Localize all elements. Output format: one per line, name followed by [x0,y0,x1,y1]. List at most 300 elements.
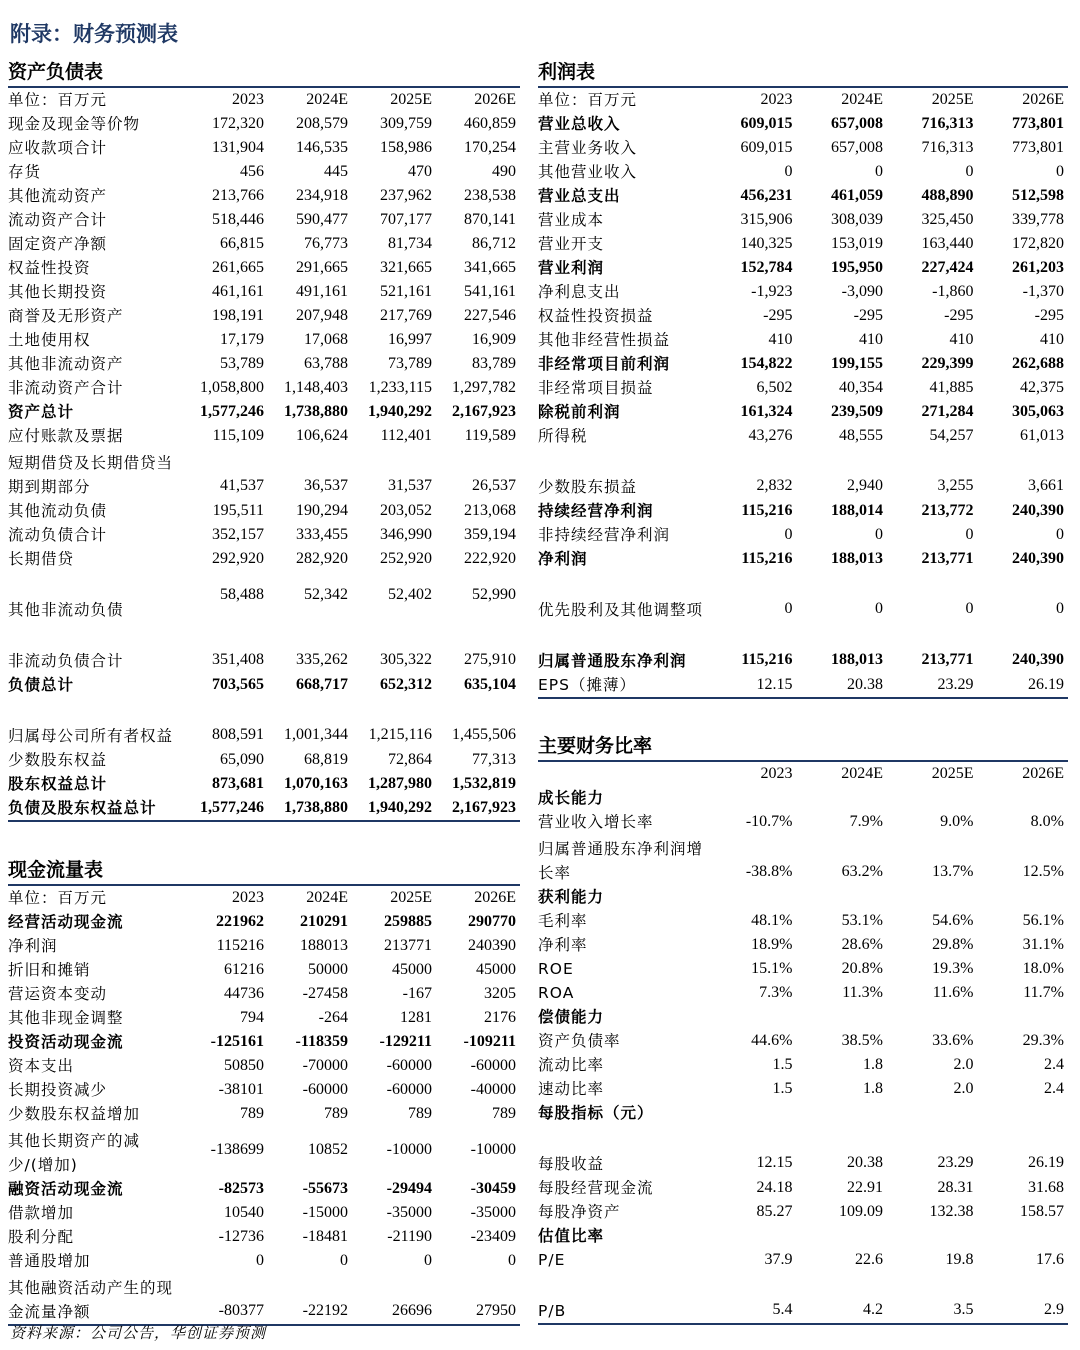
balance-cell: 491,161 [296,283,348,300]
income-cell: 20.38 [797,673,888,698]
cash-row-label: 资本支出 [8,1057,75,1075]
income-statement-table [538,88,1068,699]
balance-cell: 341,665 [464,259,516,276]
income-cell: 42,375 [1020,379,1064,396]
income-cell: 2,832 [756,477,793,494]
income-cell: 188,014 [831,502,883,519]
income-year-header: 2026E [1022,91,1064,108]
ratio-cell: 11.6% [932,984,974,1001]
ratio-row-label: 流动比率 [538,1056,605,1074]
income-cell: 227,424 [921,259,974,276]
ratio-cell: 18.0% [1022,960,1064,977]
cash-cell: 794 [240,1009,264,1026]
cash-cell: 221962 [216,913,264,930]
ratio-cell [797,1101,888,1125]
ratios-table [538,762,1068,1325]
ratio-cell: 1.8 [863,1056,883,1073]
cash-row-label: 净利润 [8,937,58,955]
ratio-row-label: 每股经营现金流 [538,1179,654,1197]
balance-cell: 86,712 [472,235,516,252]
income-row [538,571,1068,622]
income-cell: 188,013 [831,651,883,668]
balance-row [8,160,520,184]
balance-row [8,280,520,304]
cash-cell: 3205 [484,985,516,1002]
ratio-cell: 13.7% [932,863,974,880]
balance-row [8,232,520,256]
balance-row-label: 现金及现金等价物 [8,115,141,133]
balance-row [8,352,520,376]
balance-row-label: 权益性投资 [8,259,91,277]
balance-row-label: 少数股东权益 [8,751,108,769]
ratio-cell: 7.3% [759,984,793,1001]
income-row-label: 持续经营净利润 [538,502,654,520]
balance-cell: 1,001,344 [284,726,348,743]
ratio-cell [797,1005,888,1029]
income-row [538,352,1068,376]
balance-cell: 238,538 [464,187,516,204]
income-cell: 153,019 [831,235,883,252]
income-cell: 0 [965,600,974,617]
balance-row-label: 其他长期投资 [8,283,108,301]
income-cell: 315,906 [740,211,793,228]
income-row-label: 净利息支出 [538,283,621,301]
ratio-cell: 26.19 [1028,1154,1064,1171]
income-cell: -295 [763,307,793,324]
balance-cell: 217,769 [380,307,432,324]
balance-row [8,448,520,499]
cash-row-label: 营运资本变动 [8,985,108,1003]
income-unit-label: 单位：百万元 [538,91,638,109]
balance-cell: 1,297,782 [452,379,516,396]
income-row-label: 净利润 [538,550,588,568]
cash-cell: 789 [240,1105,264,1122]
ratio-cell: 48.1% [751,912,793,929]
cash-cell: -70000 [302,1057,348,1074]
income-cell: 410 [859,331,883,348]
cash-row [8,1249,520,1273]
income-cell: 172,820 [1012,235,1064,252]
cash-row [8,958,520,982]
income-cell: 0 [1056,600,1064,617]
cash-flow-table [8,886,520,1326]
income-cell: 154,822 [740,355,793,372]
ratio-cell: 20.8% [841,960,883,977]
cash-row-label: 借款增加 [8,1204,75,1222]
cash-row [8,1177,520,1201]
income-cell: 229,399 [921,355,974,372]
balance-row [8,304,520,328]
balance-cell: 73,789 [388,355,432,372]
income-cell: 115,216 [741,502,793,519]
ratio-row [538,1077,1068,1101]
ratio-cell: 31.1% [1022,936,1064,953]
income-cell: 609,015 [740,139,793,156]
income-cell: 213,771 [921,651,974,668]
income-row-label: 所得税 [538,427,588,445]
income-cell: 261,203 [1012,259,1064,276]
ratio-unit-label [538,762,706,786]
income-cell: 410 [768,331,793,348]
balance-row [8,547,520,571]
cash-cell: -60000 [386,1081,432,1098]
balance-row [8,328,520,352]
balance-cell: 31,537 [388,477,432,494]
ratio-cell: 56.1% [1022,912,1064,929]
income-row [538,136,1068,160]
balance-cell: 309,759 [380,115,432,132]
cash-row-label: 融资活动现金流 [8,1180,124,1198]
ratio-cell: 109.09 [839,1203,883,1220]
income-row [538,304,1068,328]
cash-cell: -21190 [387,1228,432,1245]
balance-cell: 321,665 [380,259,432,276]
balance-cell: 36,537 [304,477,348,494]
income-cell: 339,778 [1012,211,1064,228]
ratio-cell [797,786,888,810]
balance-cell: 203,052 [380,502,432,519]
ratio-cell: 15.1% [751,960,793,977]
balance-cell: 146,535 [296,139,348,156]
cash-cell: 0 [508,1252,516,1269]
income-row [538,160,1068,184]
ratio-header-row [538,762,1068,786]
balance-header-row [8,88,520,112]
ratio-cell: 132.38 [929,1203,974,1220]
income-cell: 410 [1040,331,1064,348]
income-cell: 609,015 [740,115,793,132]
ratio-row-label: 毛利率 [538,912,588,930]
cash-row [8,934,520,958]
balance-row-label: 非流动负债合计 [8,652,124,670]
ratio-row [538,981,1068,1005]
cash-cell: 213771 [384,937,432,954]
balance-cell: 234,918 [296,187,348,204]
ratio-cell: 33.6% [932,1032,974,1049]
balance-cell: 333,455 [296,526,348,543]
income-cell: 2,940 [847,477,883,494]
cash-header-row [8,886,520,910]
cash-row [8,1225,520,1249]
income-cell: 488,890 [921,187,974,204]
balance-cell: 460,859 [464,115,516,132]
income-cell: 456,231 [740,187,793,204]
balance-cell: 68,819 [304,751,348,768]
balance-cell: 1,577,246 [200,403,264,420]
balance-cell: 115,109 [212,427,264,444]
balance-row-label: 短期借贷及长期借贷当期到期部分 [8,454,174,496]
cash-cell: 26696 [352,1273,436,1325]
balance-unit-label: 单位：百万元 [8,91,108,109]
ratio-cell: 85.27 [756,1203,793,1220]
ratio-cell: 7.9% [849,813,883,830]
ratio-cell: 1.8 [863,1080,883,1097]
ratio-cell: 54.6% [932,912,974,929]
income-cell: -295 [944,307,974,324]
income-cell: -1,860 [932,283,974,300]
balance-cell: 195,511 [212,502,264,519]
ratio-row-label: 归属普通股东净利润增长率 [538,840,704,882]
cash-row-label: 其他长期资产的减少/(增加) [8,1132,141,1174]
income-cell: 240,390 [1012,550,1064,567]
income-cell: 0 [965,526,974,543]
income-row [538,256,1068,280]
ratio-row-label: 每股收益 [538,1155,605,1173]
balance-row [8,208,520,232]
income-cell: 0 [1056,163,1064,180]
ratios-panel [538,732,1068,1325]
ratio-year-header: 2023 [760,765,793,782]
cash-cell: 45000 [476,961,516,978]
balance-cell: 208,579 [296,115,348,132]
ratio-cell [887,786,978,810]
balance-cell: 106,624 [296,427,348,444]
cash-row [8,1273,520,1325]
ratio-cell: 12.5% [1022,863,1064,880]
cash-row-label: 股利分配 [8,1228,75,1246]
cash-cell: -40000 [470,1081,516,1098]
cash-year-header: 2025E [390,889,432,906]
balance-row [8,376,520,400]
ratio-row [538,1101,1068,1125]
balance-row-label: 其他流动资产 [8,187,108,205]
ratio-row-label: P/B [538,1272,706,1324]
income-cell: 115,216 [741,651,793,668]
cash-cell: -82573 [218,1180,264,1197]
balance-row-label: 资产总计 [8,403,75,421]
ratio-row [538,1029,1068,1053]
cash-row [8,1126,520,1177]
ratio-cell [978,786,1069,810]
cash-cell: -35000 [386,1204,432,1221]
ratio-cell: 2.0 [953,1080,974,1097]
balance-cell: 521,161 [380,283,432,300]
cash-cell: -167 [402,985,432,1002]
income-row-label: 营业开支 [538,235,605,253]
balance-cell: 292,920 [212,550,264,567]
ratio-row-label: 估值比率 [538,1227,605,1245]
ratio-cell [706,1005,797,1029]
cash-cell: 0 [340,1252,348,1269]
ratio-cell [887,885,978,909]
ratio-cell: 29.8% [932,936,974,953]
balance-row-label: 固定资产净额 [8,235,108,253]
income-row [538,523,1068,547]
income-row-label: 营业成本 [538,211,605,229]
ratio-cell: 18.9% [751,936,793,953]
ratio-cell: -38.8% [745,863,793,880]
ratio-row-label: 营业收入增长率 [538,813,654,831]
ratio-cell: 38.5% [841,1032,883,1049]
income-cell: 6,502 [756,379,793,396]
balance-cell: 112,401 [380,427,432,444]
balance-cell: 52,990 [472,586,516,603]
balance-row-label: 流动负债合计 [8,526,108,544]
ratio-row-label: 获利能力 [538,888,605,906]
ratio-row [538,1200,1068,1224]
balance-row-label: 长期借贷 [8,550,75,568]
income-cell: 26.19 [978,673,1069,698]
cash-cell: 789 [492,1105,516,1122]
cash-row-label: 折旧和摊销 [8,961,91,979]
balance-cell: 53,789 [220,355,264,372]
income-row [538,622,1068,673]
income-cell: 43,276 [748,427,793,444]
income-cell: 239,509 [831,403,883,420]
balance-cell: 16,997 [388,331,432,348]
income-cell: 512,598 [1012,187,1064,204]
balance-cell: 1,058,800 [200,379,264,396]
balance-cell: 1,577,246 [184,796,268,821]
balance-cell: 1,455,506 [452,726,516,743]
income-cell: 240,390 [1012,651,1064,668]
ratio-year-header: 2026E [1022,765,1064,782]
ratio-cell: 11.7% [1023,984,1064,1001]
income-row-label: 其他营业收入 [538,163,638,181]
cash-row [8,1102,520,1126]
balance-cell: 52,402 [388,586,432,603]
income-row-label: 营业总收入 [538,115,621,133]
balance-cell: 291,665 [296,259,348,276]
cash-cell: -264 [318,1009,348,1026]
ratio-row [538,1248,1068,1272]
balance-row [8,772,520,796]
income-cell: 716,313 [921,115,974,132]
balance-cell: 873,681 [212,775,264,792]
balance-cell: 1,940,292 [368,403,432,420]
ratio-cell [797,885,888,909]
balance-cell: 1,233,115 [368,379,432,396]
cash-cell: -129211 [379,1033,432,1050]
ratio-row [538,834,1068,885]
income-cell: 163,440 [921,235,974,252]
income-cell: 0 [784,526,793,543]
cash-row-label: 其他融资活动产生的现金流量净额 [8,1273,184,1325]
balance-cell: 213,068 [464,502,516,519]
cash-cell: -60000 [386,1057,432,1074]
income-cell: 0 [875,163,883,180]
balance-cell: 652,312 [380,676,432,693]
ratios-title: 主要财务比率 [538,732,1068,762]
cash-cell: 50000 [308,961,348,978]
ratio-row-label: 每股净资产 [538,1203,621,1221]
balance-cell: 222,920 [464,550,516,567]
balance-row-label: 其他非流动负债 [8,601,124,619]
cash-cell: -35000 [470,1204,516,1221]
balance-row [8,184,520,208]
balance-cell: 237,962 [380,187,432,204]
income-row-label: EPS（摊薄） [538,673,706,698]
balance-cell: 461,161 [212,283,264,300]
income-row [538,499,1068,523]
balance-row [8,400,520,424]
income-row-label: 少数股东损益 [538,478,638,496]
balance-cell: 252,920 [380,550,432,567]
cash-cell: 789 [324,1105,348,1122]
ratio-row [538,1272,1068,1324]
ratio-cell: 5.4 [706,1272,797,1324]
ratio-cell: 20.38 [847,1154,883,1171]
ratio-cell [978,1224,1069,1248]
ratio-row [538,885,1068,909]
income-cell: 195,950 [831,259,883,276]
income-cell: 0 [784,600,793,617]
balance-cell: 17,068 [304,331,348,348]
ratio-row-label: 速动比率 [538,1080,605,1098]
income-cell: -295 [1034,307,1064,324]
ratio-cell [706,1224,797,1248]
income-cell: -1,370 [1022,283,1064,300]
balance-cell: 335,262 [296,651,348,668]
income-row-label: 非经常项目前利润 [538,355,671,373]
cash-cell: -29494 [386,1180,432,1197]
income-cell: 657,008 [831,139,883,156]
ratio-row [538,957,1068,981]
cash-row-label: 投资活动现金流 [8,1033,124,1051]
balance-cell: 72,864 [388,751,432,768]
cash-cell: 50850 [224,1057,264,1074]
balance-sheet-title: 资产负债表 [8,58,520,88]
income-statement-panel [538,58,1068,699]
ratio-cell [978,1101,1069,1125]
income-cell: 773,801 [1012,139,1064,156]
ratio-cell: 2.4 [1044,1056,1064,1073]
page-title: 附录：财务预测表 [10,22,178,46]
balance-cell: 1,738,880 [284,403,348,420]
income-cell: -1,923 [751,283,793,300]
ratio-cell: 63.2% [841,863,883,880]
balance-cell: 58,488 [220,586,264,603]
income-row-label: 除税前利润 [538,403,621,421]
balance-cell: 808,591 [212,726,264,743]
balance-row [8,499,520,523]
balance-cell: 2,167,923 [452,403,516,420]
income-row [538,112,1068,136]
ratio-cell: 24.18 [756,1179,793,1196]
income-row-label: 非经常项目损益 [538,379,654,397]
cash-cell: -30459 [470,1180,516,1197]
balance-cell: 490 [492,163,516,180]
balance-row [8,697,520,748]
income-cell: 23.29 [887,673,978,698]
cash-unit-label: 单位：百万元 [8,889,108,907]
ratio-cell [797,1224,888,1248]
income-cell: 0 [784,163,793,180]
balance-cell: 16,909 [472,331,516,348]
balance-row-label: 非流动资产合计 [8,379,124,397]
income-row [538,448,1068,499]
income-cell: 716,313 [921,139,974,156]
income-cell: 308,039 [831,211,883,228]
cash-year-header: 2023 [232,889,264,906]
cash-cell: 0 [256,1252,264,1269]
cash-row-label: 普通股增加 [8,1252,91,1270]
cash-row-label: 长期投资减少 [8,1081,108,1099]
balance-cell: 541,161 [464,283,516,300]
balance-row-label: 应付账款及票据 [8,427,124,445]
ratio-row [538,810,1068,834]
cash-row [8,1078,520,1102]
ratio-cell [887,1224,978,1248]
income-row [538,400,1068,424]
balance-cell: 83,789 [472,355,516,372]
ratio-cell: 1.5 [772,1080,793,1097]
income-cell: 48,555 [839,427,883,444]
cash-cell: 61216 [224,961,264,978]
balance-cell: 470 [408,163,432,180]
balance-cell: 198,191 [212,307,264,324]
ratio-cell [706,1101,797,1125]
